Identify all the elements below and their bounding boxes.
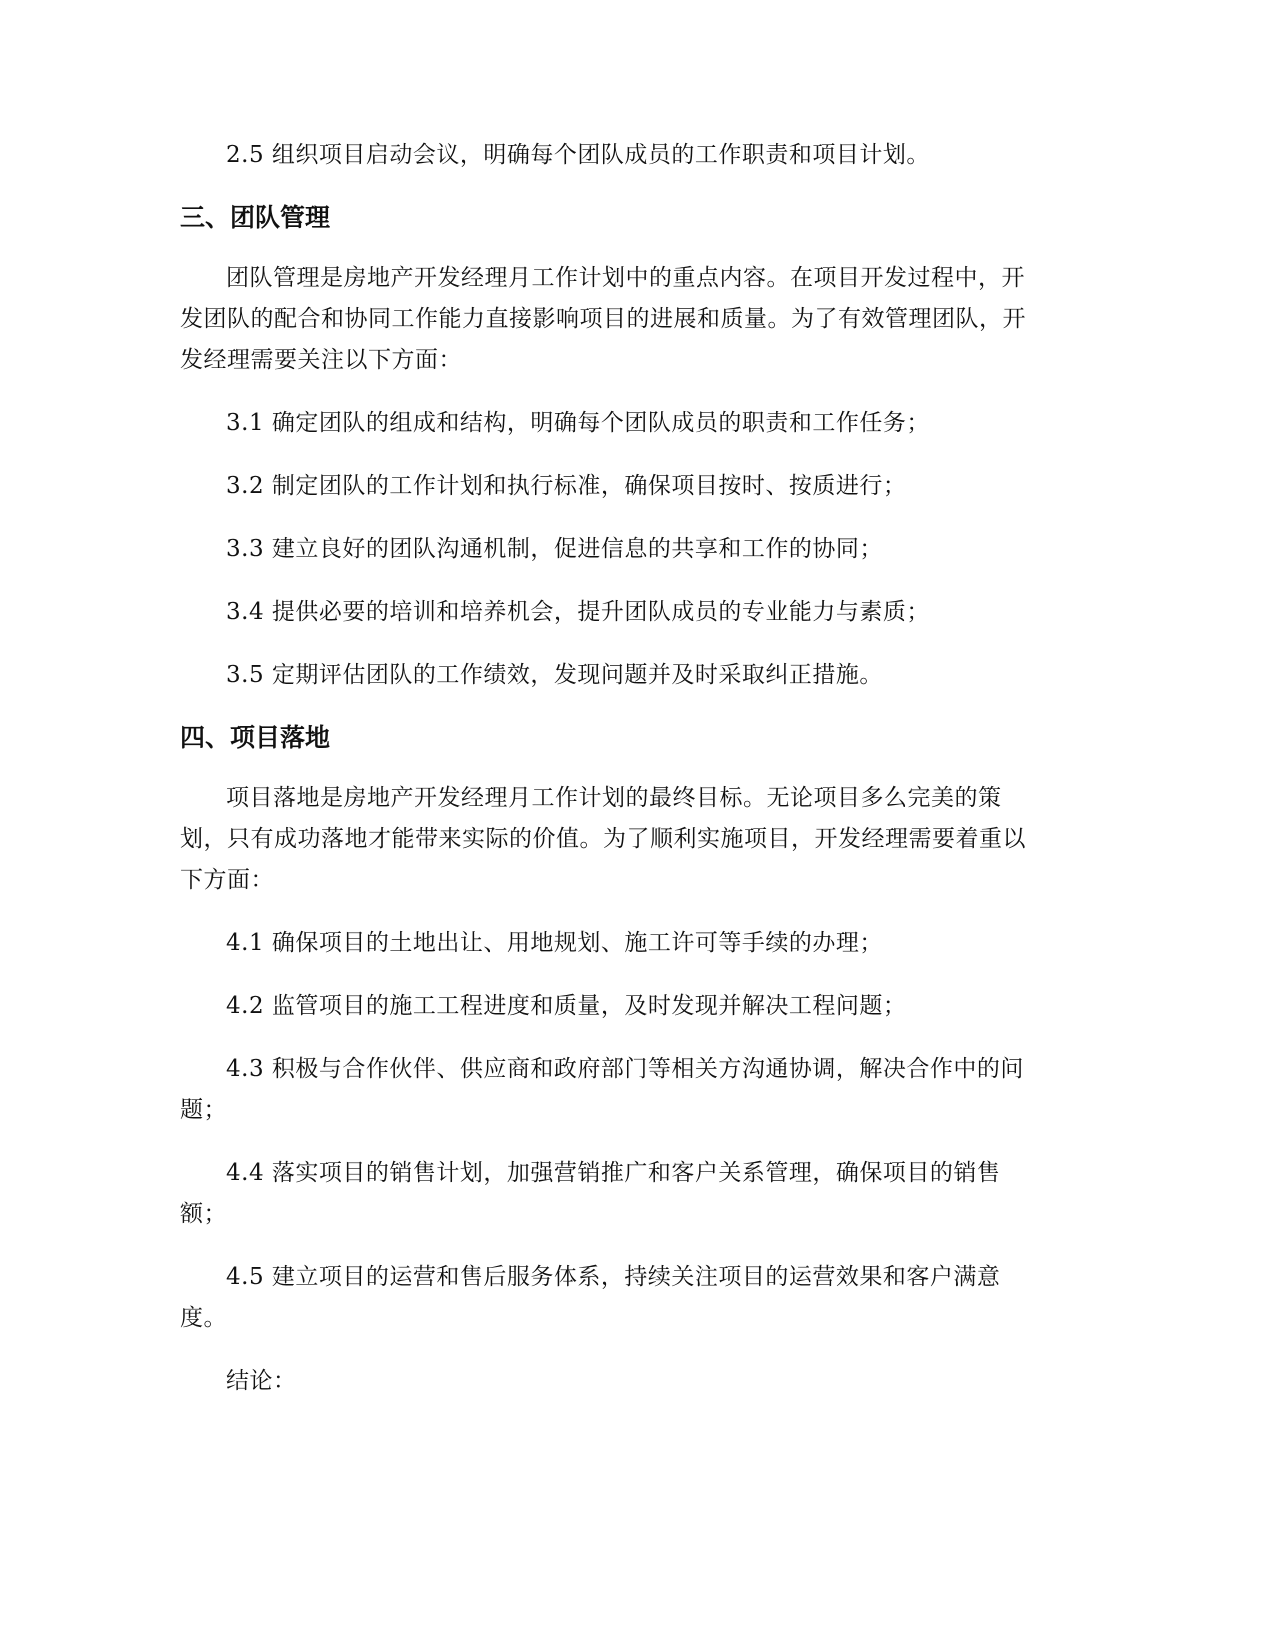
paragraph-3-5: 3.5 定期评估团队的工作绩效，发现问题并及时采取纠正措施。 [226,662,883,688]
paragraph-project-landing-intro: 项目落地是房地产开发经理月工作计划的最终目标。无论项目多么完美的策划，只有成功落地才能带来实际的价值。为了顺利实施项目，开发经理需要着重以下方面： [180,785,1026,893]
section-heading-project-landing: 四、项目落地 [180,723,331,752]
paragraph-4-5: 4.5 建立项目的运营和售后服务体系，持续关注项目的运营效果和客户满意度。 [180,1264,1001,1331]
paragraph-3-4: 3.4 提供必要的培训和培养机会，提升团队成员的专业能力与素质； [226,599,930,625]
section-heading-team-management: 三、团队管理 [180,203,331,232]
paragraph-4-3: 4.3 积极与合作伙伴、供应商和政府部门等相关方沟通协调，解决合作中的问题； [180,1056,1024,1123]
paragraph-4-1: 4.1 确保项目的土地出让、用地规划、施工许可等手续的办理； [226,930,883,956]
paragraph-team-management-intro: 团队管理是房地产开发经理月工作计划中的重点内容。在项目开发过程中，开发团队的配合和协同工作能力直接影响项目的进展和质量。为了有效管理团队，开发经理需要关注以下方面： [180,265,1026,373]
paragraph-3-2: 3.2 制定团队的工作计划和执行标准，确保项目按时、按质进行； [226,473,907,499]
paragraph-3-1: 3.1 确定团队的组成和结构，明确每个团队成员的职责和工作任务； [226,410,930,436]
paragraph-conclusion-label: 结论： [226,1368,297,1394]
paragraph-4-4: 4.4 落实项目的销售计划，加强营销推广和客户关系管理，确保项目的销售额； [180,1160,1001,1227]
paragraph-4-2: 4.2 监管项目的施工工程进度和质量，及时发现并解决工程问题； [226,993,907,1019]
paragraph-2-5: 2.5 组织项目启动会议，明确每个团队成员的工作职责和项目计划。 [226,142,930,168]
paragraph-3-3: 3.3 建立良好的团队沟通机制，促进信息的共享和工作的协同； [226,536,883,562]
document-page [180,135,1038,1424]
